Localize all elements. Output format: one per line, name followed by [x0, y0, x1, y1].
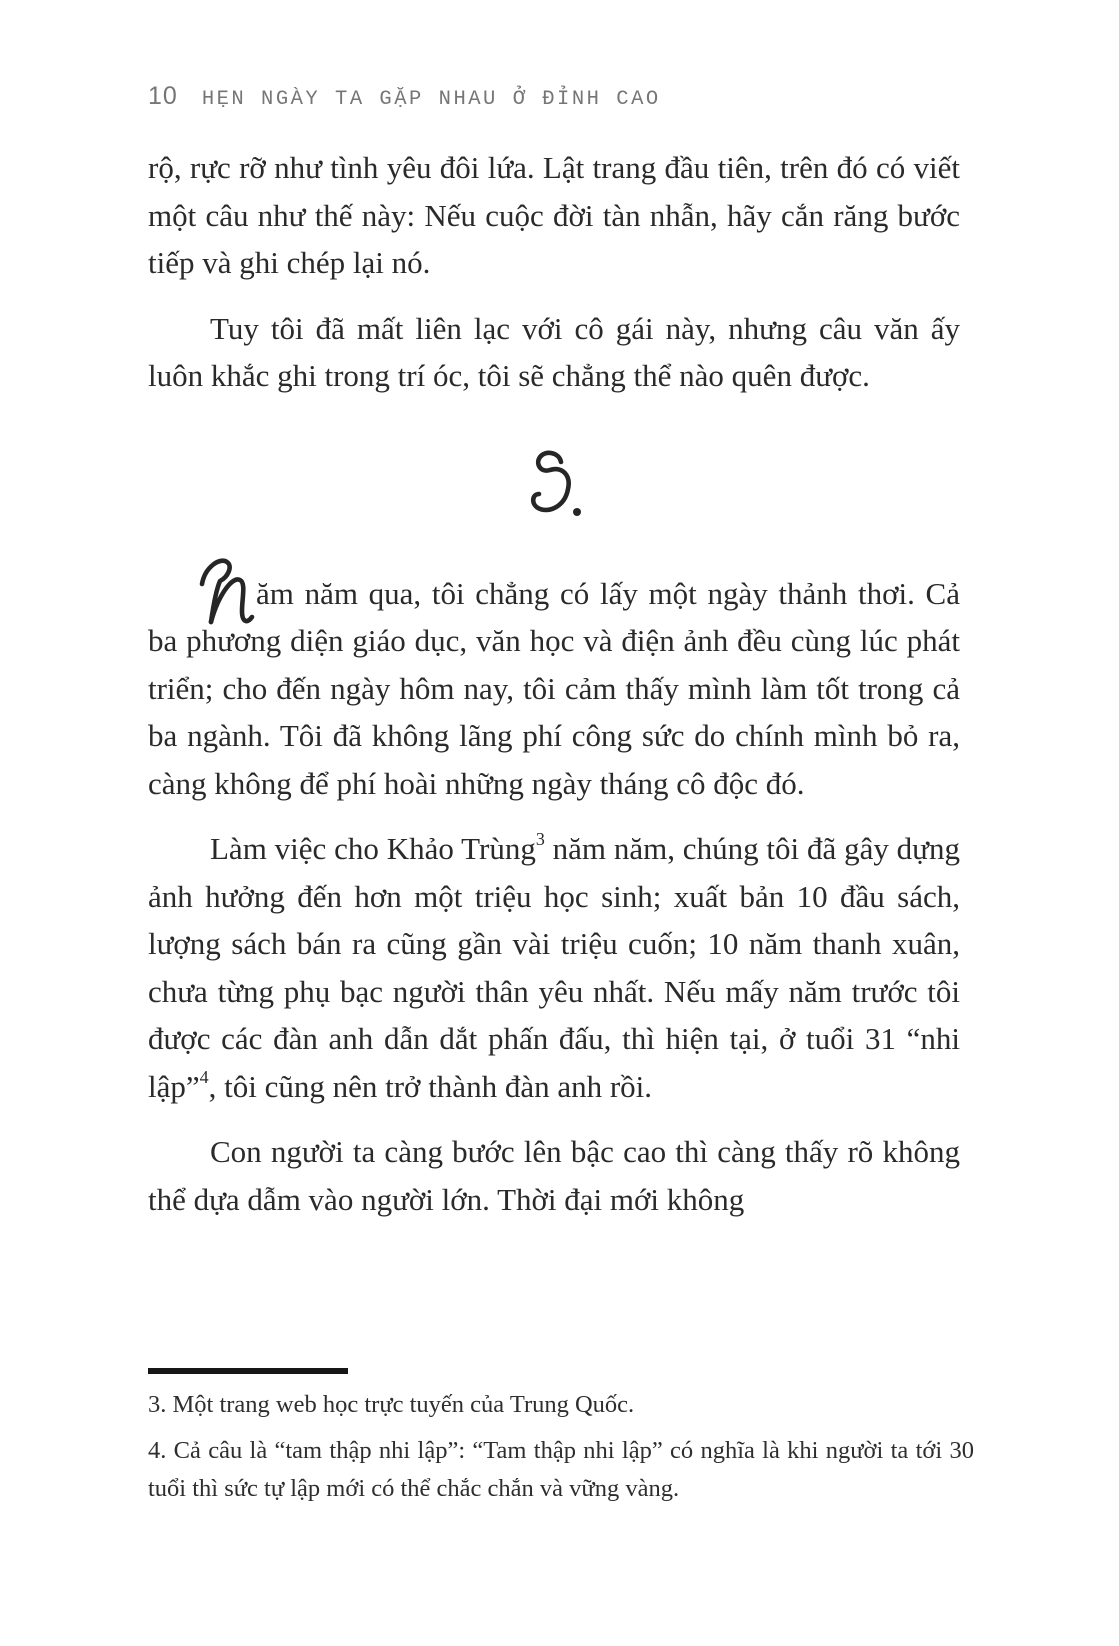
paragraph-continuation: rộ, rực rỡ như tình yêu đôi lứa. Lật trang đầu tiên, trên đó có viết một câu như thế này: Nếu cuộc đời tàn nhẫn, hãy cắn răng bước tiếp và ghi chép lại nó.: [148, 150, 960, 280]
paragraph-with-initial: [148, 570, 960, 808]
running-title: HẸN NGÀY TA GẶP NHAU Ở ĐỈNH CAO: [201, 88, 661, 111]
footnote-3: 3. Một trang web học trực tuyến của Trung Quốc.: [148, 1391, 635, 1418]
page-header: [148, 82, 959, 111]
script-numeral-3-icon: [521, 446, 587, 542]
section-number: [148, 446, 960, 542]
paragraph-text: năm năm, chúng tôi đã gây dựng ảnh hưởng đến hơn một triệu học sinh; xuất bản 10 đầu sách, lượng sách bán ra cũng gần vài triệu cuốn; 10 năm thanh xuân, chưa từng phụ bạc người thân yêu nhất. Nếu mấy năm trước tôi được các đàn anh dẫn dắt phấn đấu, thì hiện tại, ở tuổi 31 “nhi lập”: [148, 831, 960, 1104]
page-number: 10: [148, 82, 178, 110]
footnote-ref-3: 3: [535, 829, 545, 849]
body-text: [148, 144, 960, 1241]
paragraph-text: ăm năm qua, tôi chẳng có lấy một ngày thảnh thơi. Cả ba phương diện giáo dục, văn học và điện ảnh đều cùng lúc phát triển; cho đến ngày hôm nay, tôi cảm thấy mình làm tốt trong cả ba ngành. Tôi đã không lãng phí công sức do chính mình bỏ ra, càng không để phí hoài những ngày tháng cô độc đó.: [148, 575, 960, 801]
footnote-ref-4: 4: [199, 1066, 209, 1087]
paragraph: Tuy tôi đã mất liên lạc với cô gái này, nhưng câu văn ấy luôn khắc ghi trong trí óc, tôi sẽ chẳng thể nào quên được.: [148, 310, 960, 393]
paragraph: [148, 825, 960, 1110]
footnotes-section: [148, 1368, 974, 1516]
paragraph: Con người ta càng bước lên bậc cao thì càng thấy rõ không thể dựa dẫm vào người lớn. Thời đại mới không: [148, 1134, 960, 1217]
drop-cap-letter: [256, 570, 257, 571]
footnote-4: 4. Cả câu là “tam thập nhi lập”: “Tam thập nhi lập” có nghĩa là khi người ta tới 30 tuổi thì sức tự lập mới có thể chắc chắn và vững vàng.: [148, 1437, 974, 1502]
footnote-divider: [148, 1368, 348, 1374]
paragraph-text: , tôi cũng nên trở thành đàn anh rồi.: [208, 1068, 653, 1104]
paragraph-text: Làm việc cho Khảo Trùng: [210, 831, 536, 866]
script-initial-n-icon: [190, 554, 256, 636]
